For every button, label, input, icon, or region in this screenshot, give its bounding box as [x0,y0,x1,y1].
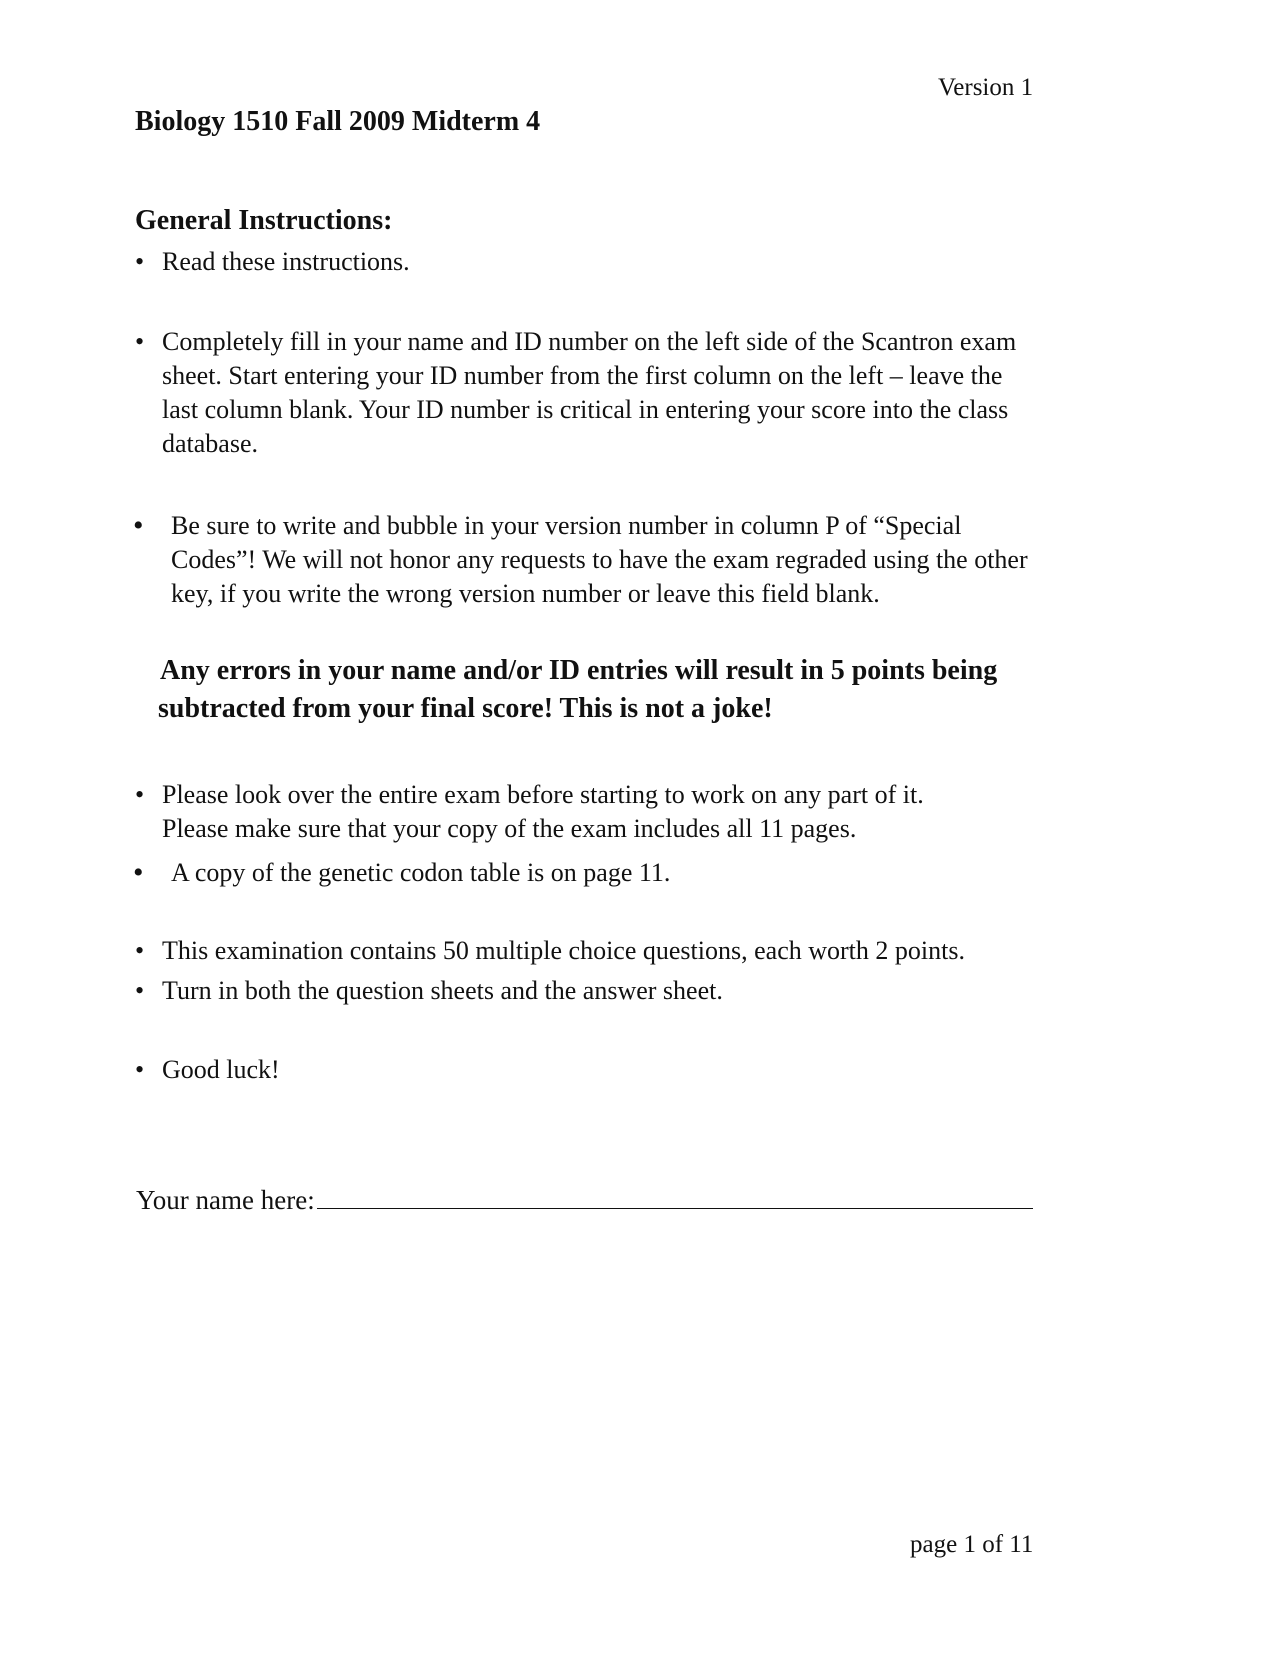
name-field-label: Your name here: [136,1185,315,1215]
warning-notice [160,652,997,728]
instruction-line: sheet. Start entering your ID number from the first column on the left – leave the [162,361,1003,390]
instruction-line: key, if you write the wrong version number or leave this field blank. [171,579,880,608]
warning-line: subtracted from your final score! This is not a joke! [158,693,773,724]
bullet-icon: • [133,856,144,889]
name-field [136,1184,1033,1216]
instruction-line: Be sure to write and bubble in your version number in column P of “Special [171,511,962,540]
instruction-line: Good luck! [162,1055,280,1084]
instruction-line: A copy of the genetic codon table is on page 11. [171,858,671,887]
bullet-icon: • [135,327,145,356]
bullet-icon: • [135,976,145,1005]
instructions-heading: General Instructions: [135,205,393,236]
instruction-line: Please make sure that your copy of the exam includes all 11 pages. [162,814,857,843]
instruction-line: This examination contains 50 multiple choice questions, each worth 2 points. [162,936,965,965]
bullet-icon: • [133,509,144,542]
instruction-line: Completely fill in your name and ID number on the left side of the Scantron exam [162,327,1017,356]
name-input-line[interactable] [317,1184,1033,1209]
exam-title: Biology 1510 Fall 2009 Midterm 4 [135,106,541,137]
bullet-icon: • [135,247,145,276]
instruction-line: Read these instructions. [162,247,410,276]
instruction-line: Codes”! We will not honor any requests to have the exam regraded using the other [171,545,1028,574]
warning-line: Any errors in your name and/or ID entries will result in 5 points being [160,655,998,686]
version-label: Version 1 [938,74,1034,101]
instruction-line: last column blank. Your ID number is critical in entering your score into the class [162,395,1009,424]
instruction-line: database. [162,429,259,458]
bullet-icon: • [135,780,145,809]
bullet-icon: • [135,936,145,965]
instruction-line: Please look over the entire exam before starting to work on any part of it. [162,780,924,809]
page-number: page 1 of 11 [910,1531,1034,1558]
bullet-icon: • [135,1055,145,1084]
instruction-line: Turn in both the question sheets and the answer sheet. [162,976,723,1005]
